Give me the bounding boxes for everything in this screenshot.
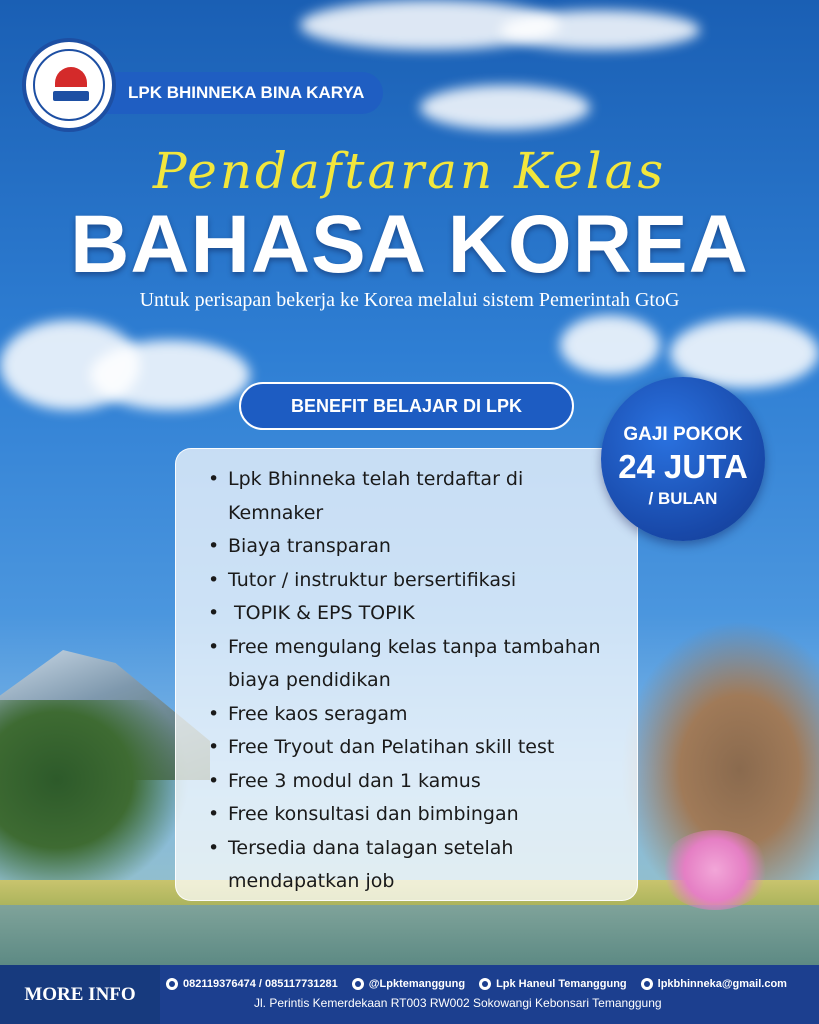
facebook-text: Lpk Haneul Temanggung	[496, 978, 627, 990]
whatsapp-icon	[166, 978, 178, 990]
benefit-item: • Biaya transparan	[208, 530, 617, 564]
benefit-item: • Free Tryout dan Pelatihan skill test	[208, 731, 617, 765]
phone-text: 082119376474 / 085117731281	[183, 978, 338, 990]
benefit-item: • Tersedia dana talagan setelah mendapatkan job	[208, 832, 617, 899]
cloud-decoration	[420, 85, 590, 130]
script-title: Pendaftaran Kelas	[152, 142, 667, 200]
cloud-decoration	[560, 315, 660, 375]
salary-period: / BULAN	[648, 489, 718, 508]
subtitle: Untuk perisapan bekerja ke Korea melalui sistem Pemerintah GtoG	[139, 289, 680, 311]
benefit-card	[175, 448, 638, 901]
salary-label: GAJI POKOK	[623, 424, 743, 445]
email-icon	[641, 978, 653, 990]
instagram-icon	[352, 978, 364, 990]
pond-scenery	[0, 905, 819, 965]
facebook-icon	[479, 978, 491, 990]
more-info-label: MORE INFO	[0, 965, 160, 1024]
benefit-heading: BENEFIT BELAJAR DI LPK	[239, 382, 574, 430]
contact-row	[166, 974, 816, 994]
brand-name: LPK BHINNEKA BINA KARYA	[98, 72, 383, 114]
phone-contact[interactable]	[166, 978, 338, 990]
benefit-item: • Free 3 modul dan 1 kamus	[208, 765, 617, 799]
trees-scenery	[0, 700, 190, 900]
benefit-item: • Tutor / instruktur bersertifikasi	[208, 564, 617, 598]
salary-badge	[601, 377, 765, 541]
benefit-item: • TOPIK & EPS TOPIK	[208, 597, 617, 631]
facebook-contact[interactable]	[479, 978, 627, 990]
benefit-item: • Free mengulang kelas tanpa tambahan biaya pendidikan	[208, 631, 617, 698]
main-title: BAHASA KOREA	[70, 199, 749, 290]
benefit-item: • Free kaos seragam	[208, 698, 617, 732]
email-contact[interactable]	[641, 978, 787, 990]
benefit-list	[208, 463, 617, 899]
email-text: lpkbhinneka@gmail.com	[657, 978, 787, 990]
instagram-contact[interactable]	[352, 978, 465, 990]
brand-logo	[22, 38, 116, 132]
blossom-scenery	[660, 830, 770, 910]
logo-emblem-icon	[33, 49, 105, 121]
cloud-decoration	[500, 10, 700, 50]
cloud-decoration	[90, 340, 250, 410]
benefit-item: • Lpk Bhinneka telah terdaftar di Kemnaker	[208, 463, 617, 530]
benefit-item: • Free konsultasi dan bimbingan	[208, 798, 617, 832]
address-text: Jl. Perintis Kemerdekaan RT003 RW002 Sokowangi Kebonsari Temanggung	[254, 996, 662, 1010]
salary-amount: 24 JUTA	[618, 448, 748, 485]
instagram-text: @Lpktemanggung	[368, 978, 466, 990]
